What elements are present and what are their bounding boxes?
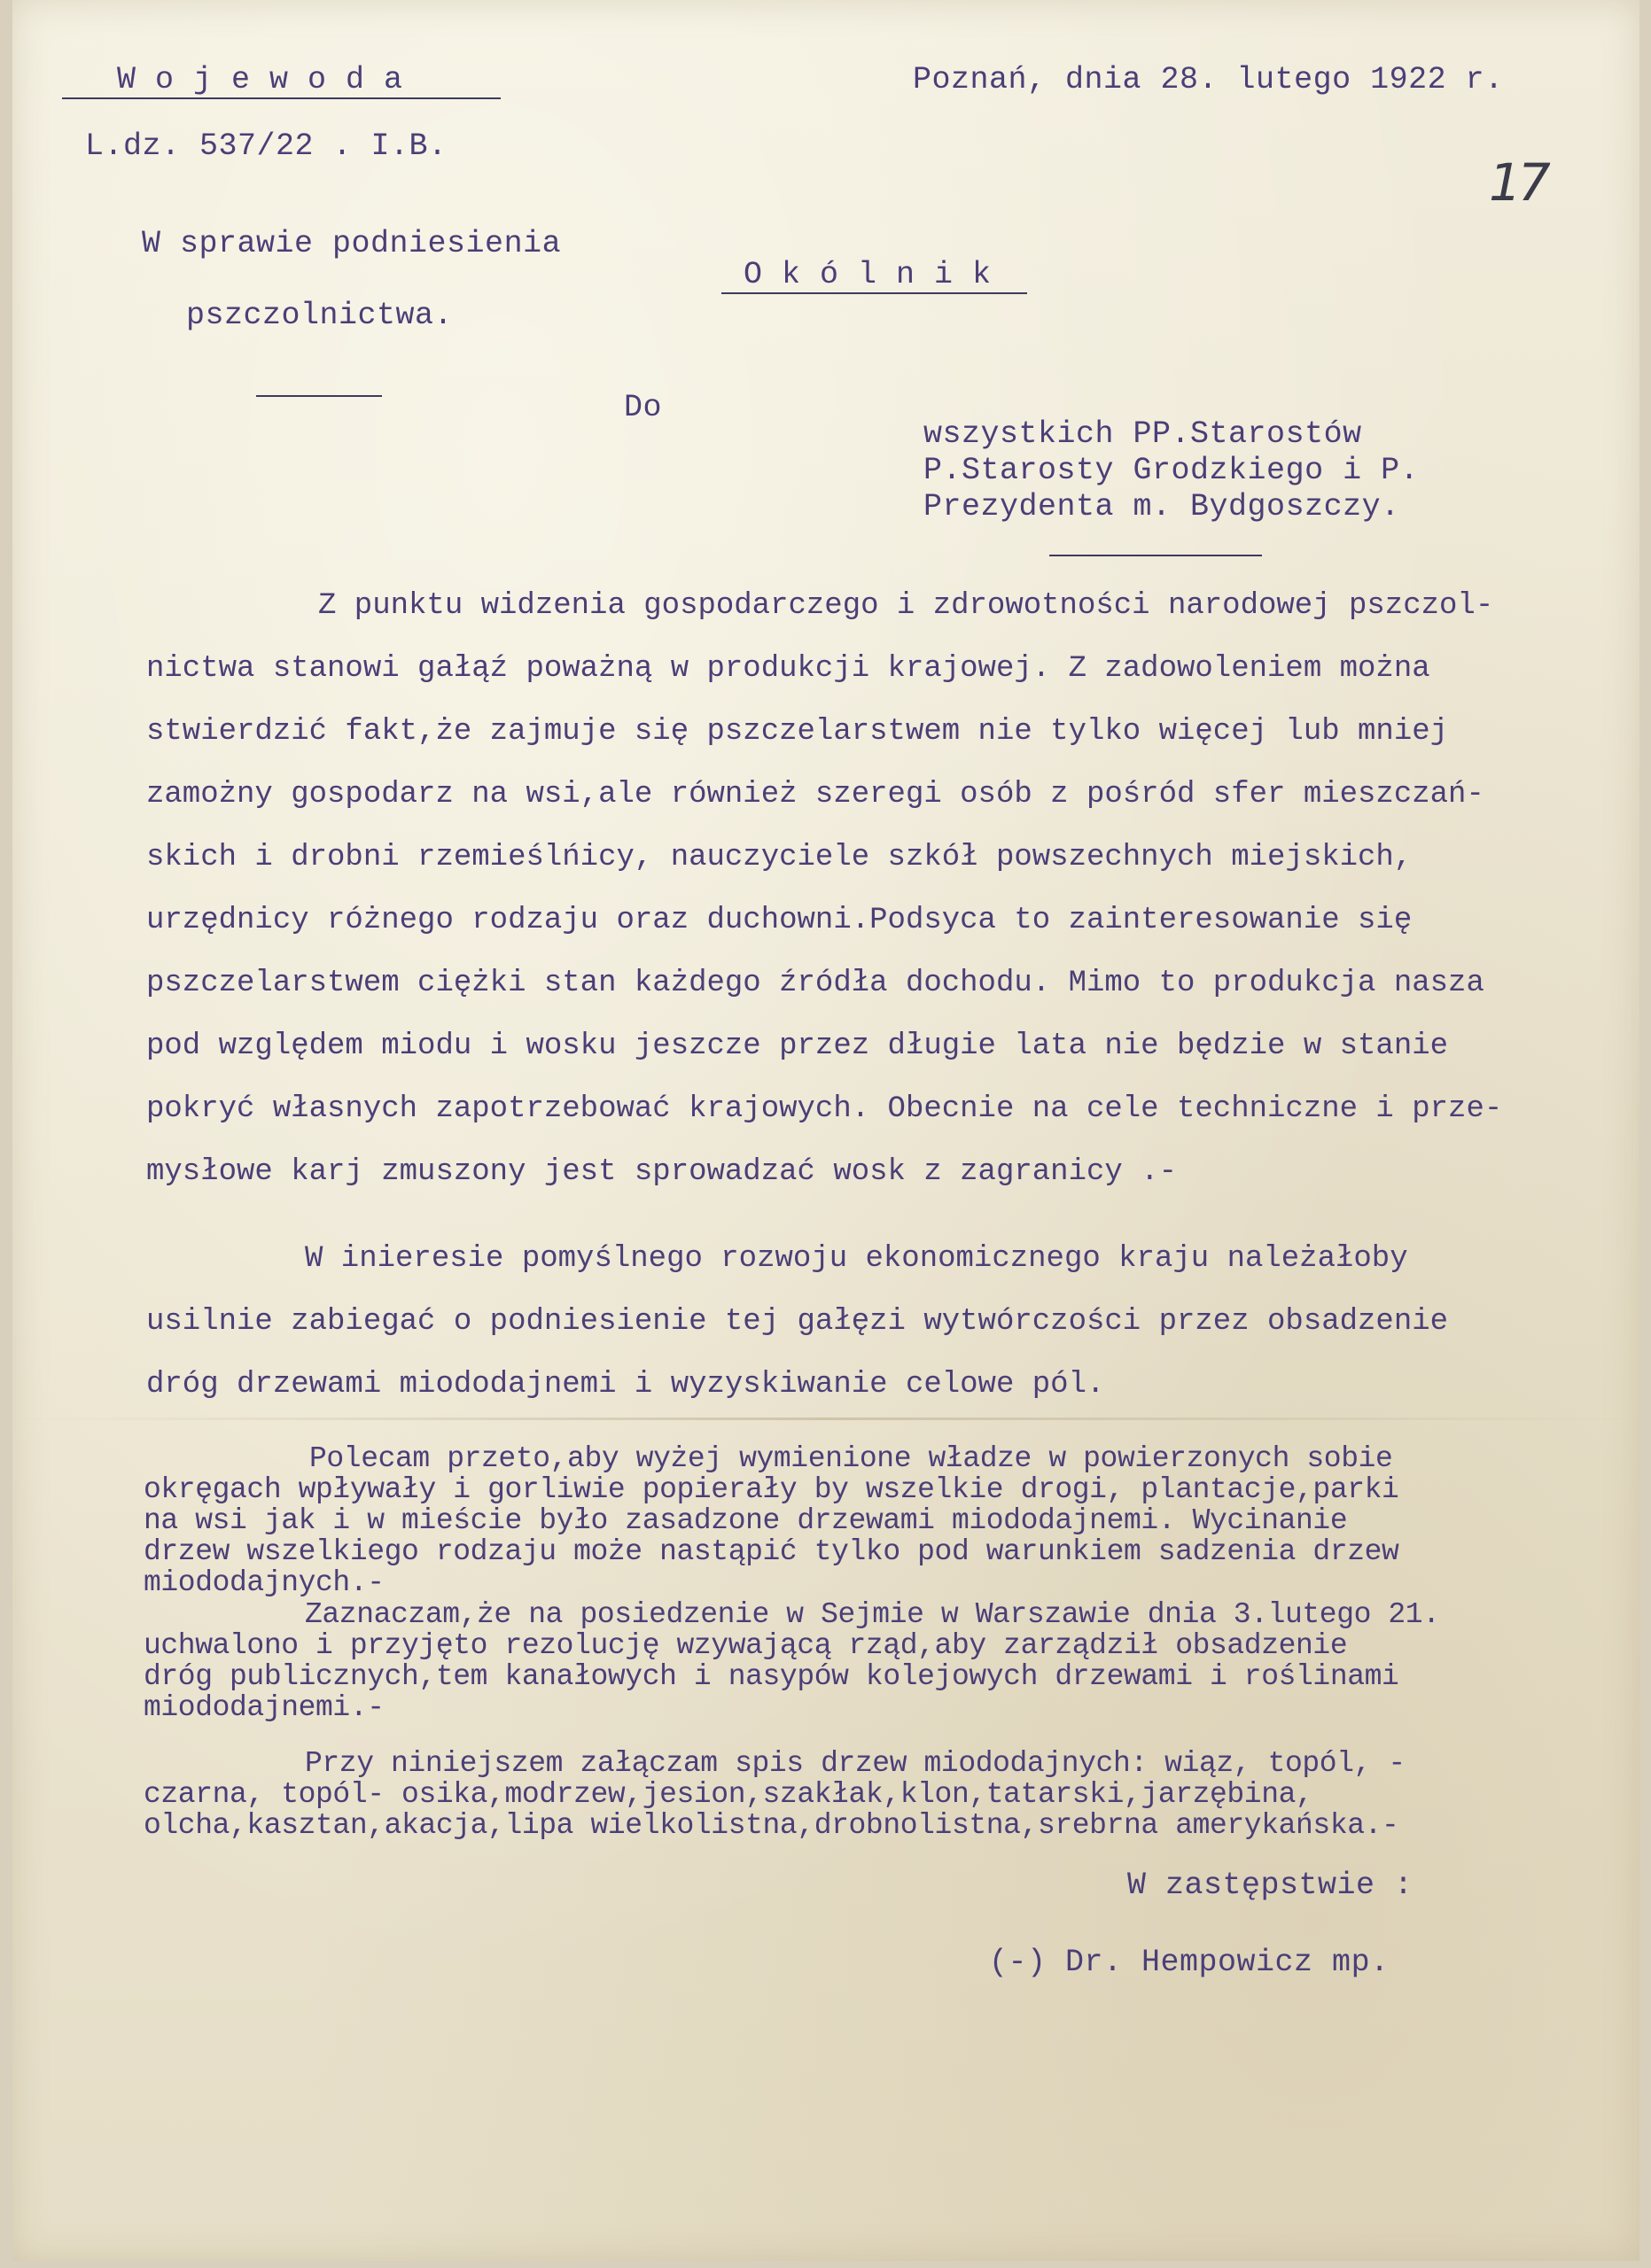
body-line: skich i drobni rzemieślńicy, nauczyciele szkół powszechnych miejskich,	[146, 841, 1413, 874]
addressee-line: wszystkich PP.Starostów	[923, 416, 1362, 452]
dense-line: okręgach wpływały i gorliwie popierały by wszelkie drogi, plantacje,parki	[144, 1473, 1399, 1506]
dense-line: Zaznaczam,że na posiedzenie w Sejmie w Warszawie dnia 3.lutego 21.	[305, 1598, 1440, 1631]
body-line: zamożny gospodarz na wsi,ale również szeregi osób z pośród sfer mieszczań-	[146, 778, 1484, 812]
subject-divider	[256, 395, 382, 397]
place-date: Poznań, dnia 28. lutego 1922 r.	[913, 62, 1504, 97]
addressee-line: P.Starosty Grodzkiego i P.	[923, 453, 1420, 488]
reference-number: L.dz. 537/22 . I.B.	[85, 128, 448, 164]
addressee-line: Prezydenta m. Bydgoszczy.	[923, 489, 1400, 524]
body-line: Z punktu widzenia gospodarczego i zdrowotności narodowej pszczol-	[318, 589, 1494, 623]
document-type-underline	[721, 292, 1027, 294]
dense-line: dróg publicznych,tem kanałowych i nasypów kolejowych drzewami i roślinami	[144, 1660, 1399, 1693]
body-line: usilnie zabiegać o podniesienie tej gałęzi wytwórczości przez obsadzenie	[146, 1305, 1449, 1339]
folio-number: 17	[1489, 152, 1547, 213]
dense-line: miododajnych.-	[144, 1566, 385, 1599]
body-line: W inieresie pomyślnego rozwoju ekonomicznego kraju należałoby	[305, 1242, 1408, 1276]
document-type: O k ó l n i k	[744, 257, 992, 292]
body-line: mysłowe karj zmuszony jest sprowadzać wosk z zagranicy .-	[146, 1155, 1177, 1189]
dense-line: miododajnemi.-	[144, 1691, 385, 1724]
dense-line: na wsi jak i w mieście było zasadzone drzewami miododajnemi. Wycinanie	[144, 1504, 1348, 1537]
body-line: pokryć własnych zapotrzebować krajowych. Obecnie na cele techniczne i prze-	[146, 1092, 1503, 1126]
document-page	[12, 0, 1639, 2261]
dense-line: Przy niniejszem załączam spis drzew miododajnych: wiąz, topól, -	[305, 1747, 1406, 1780]
body-line: pod względem miodu i wosku jeszcze przez długie lata nie będzie w stanie	[146, 1029, 1449, 1063]
body-line: urzędnicy różnego rodzaju oraz duchowni.Podsyca to zainteresowanie się	[146, 904, 1413, 937]
authority-underline	[62, 97, 501, 99]
dense-line: Polecam przeto,aby wyżej wymienione władze w powierzonych sobie	[309, 1442, 1393, 1475]
paper-fold	[12, 1418, 1639, 1420]
body-line: stwierdzić fakt,że zajmuje się pszczelarstwem nie tylko więcej lub mniej	[146, 715, 1449, 749]
addressee-divider	[1049, 555, 1262, 556]
subject-line-1: W sprawie podniesienia	[142, 226, 562, 261]
dense-line: drzew wszelkiego rodzaju może nastąpić tylko pod warunkiem sadzenia drzew	[144, 1535, 1399, 1568]
dense-line: uchwalono i przyjęto rezolucję wzywającą rząd,aby zarządził obsadzenie	[144, 1629, 1348, 1662]
subject-line-2: pszczolnictwa.	[186, 298, 454, 333]
dense-line: olcha,kasztan,akacja,lipa wielkolistna,drobnolistna,srebrna amerykańska.-	[144, 1809, 1399, 1842]
authority-heading: W o j e w o d a	[117, 62, 403, 97]
dense-line: czarna, topól- osika,modrzew,jesion,szakłak,klon,tatarski,jarzębina,	[144, 1778, 1313, 1811]
body-line: pszczelarstwem ciężki stan każdego źródła dochodu. Mimo to produkcja nasza	[146, 967, 1484, 1000]
deputy-label: W zastępstwie :	[1127, 1868, 1413, 1903]
signatory-name: (-) Dr. Hempowicz mp.	[989, 1945, 1390, 1980]
to-label: Do	[624, 390, 663, 425]
body-line: dróg drzewami miododajnemi i wyzyskiwanie celowe pól.	[146, 1368, 1105, 1402]
body-line: nictwa stanowi gałąź poważną w produkcji krajowej. Z zadowoleniem można	[146, 652, 1430, 686]
